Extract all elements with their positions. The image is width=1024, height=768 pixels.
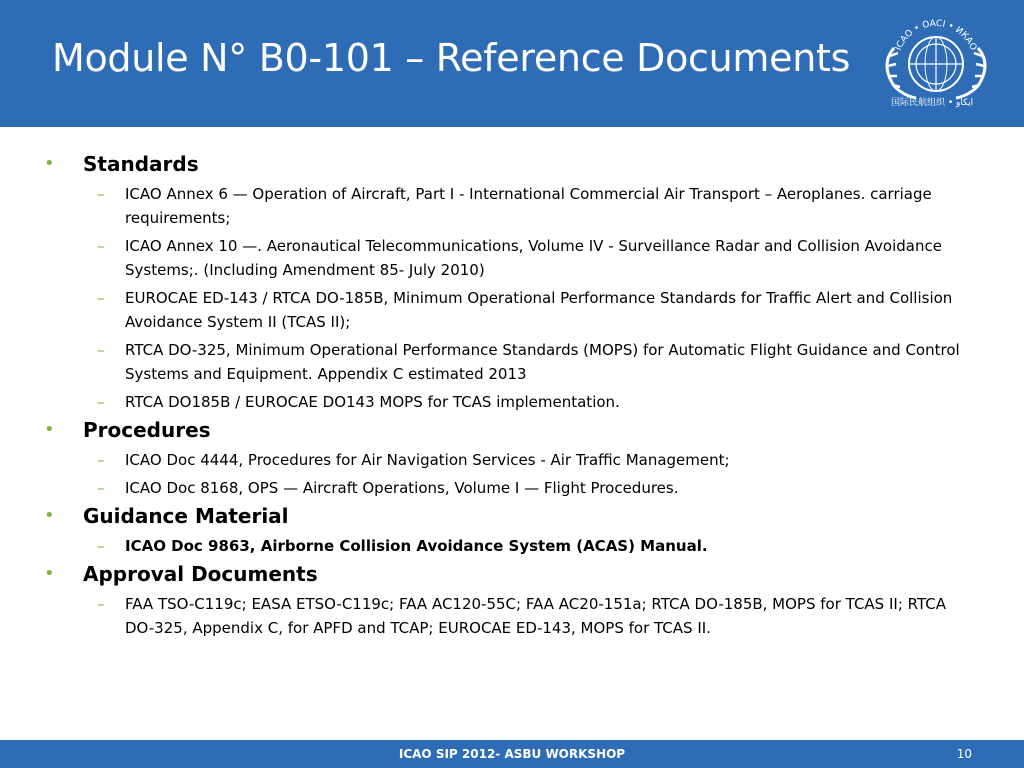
section-label: Guidance Material xyxy=(83,504,289,528)
item-text: ICAO Annex 10 —. Aeronautical Telecommunications, Volume IV - Surveillance Radar and Collision Avoidance Systems;. (Including Amendment 85- July 2010) xyxy=(125,237,942,279)
item-text: ICAO Doc 4444, Procedures for Air Navigation Services - Air Traffic Management; xyxy=(125,451,730,469)
bullet-icon: • xyxy=(44,153,55,174)
slide-header xyxy=(0,0,1024,127)
bullet-icon: • xyxy=(44,563,55,584)
dash-icon: – xyxy=(97,537,105,555)
list-item xyxy=(44,534,994,558)
list-item xyxy=(44,338,994,386)
dash-icon: – xyxy=(97,185,105,203)
item-text: ICAO Annex 6 — Operation of Aircraft, Part I - International Commercial Air Transport – Aeroplanes. carriage requirements; xyxy=(125,185,932,227)
item-text: RTCA DO-325, Minimum Operational Performance Standards (MOPS) for Automatic Flight Guidance and Control Systems and Equipment. Appendix C estimated 2013 xyxy=(125,341,960,383)
item-text: RTCA DO185B / EUROCAE DO143 MOPS for TCAS implementation. xyxy=(125,393,620,411)
section-standards xyxy=(44,152,994,414)
dash-icon: – xyxy=(97,451,105,469)
dash-icon: – xyxy=(97,237,105,255)
dash-icon: – xyxy=(97,595,105,613)
slide-title: Module N° B0-101 – Reference Documents xyxy=(52,36,851,80)
dash-icon: – xyxy=(97,341,105,359)
logo-subtext: 国际民航组织 • ﺍﻳﻜﺎﻭ xyxy=(891,98,974,108)
section-label: Procedures xyxy=(83,418,211,442)
item-text: FAA TSO-C119c; EASA ETSO-C119c; FAA AC120-55C; FAA AC20-151a; RTCA DO-185B, MOPS for TCAS II; RTCA DO-325, Appendix C, for APFD and TCAP; EUROCAE ED-143, MOPS for TCAS II. xyxy=(125,595,946,637)
list-item xyxy=(44,390,994,414)
item-text: EUROCAE ED-143 / RTCA DO-185B, Minimum Operational Performance Standards for Traffic Alert and Collision Avoidance System II (TCAS II); xyxy=(125,289,953,331)
section-label: Standards xyxy=(83,152,199,176)
dash-icon: – xyxy=(97,479,105,497)
list-item xyxy=(44,234,994,282)
bullet-icon: • xyxy=(44,419,55,440)
item-text: ICAO Doc 8168, OPS — Aircraft Operations, Volume I — Flight Procedures. xyxy=(125,479,679,497)
logo-text: ICAO • OACI • ИКАО xyxy=(893,18,979,53)
page-number: 10 xyxy=(956,747,972,761)
dash-icon: – xyxy=(97,289,105,307)
list-item xyxy=(44,182,994,230)
slide-content xyxy=(44,152,994,644)
dash-icon: – xyxy=(97,393,105,411)
list-item xyxy=(44,448,994,472)
list-item xyxy=(44,286,994,334)
section-approval-documents xyxy=(44,562,994,640)
bullet-icon: • xyxy=(44,505,55,526)
footer-text: ICAO SIP 2012- ASBU WORKSHOP xyxy=(398,747,626,761)
section-procedures xyxy=(44,418,994,500)
section-guidance-material xyxy=(44,504,994,558)
list-item xyxy=(44,592,994,640)
item-text: ICAO Doc 9863, Airborne Collision Avoidance System (ACAS) Manual. xyxy=(125,537,708,555)
slide-footer xyxy=(0,740,1024,768)
list-item xyxy=(44,476,994,500)
section-label: Approval Documents xyxy=(83,562,318,586)
